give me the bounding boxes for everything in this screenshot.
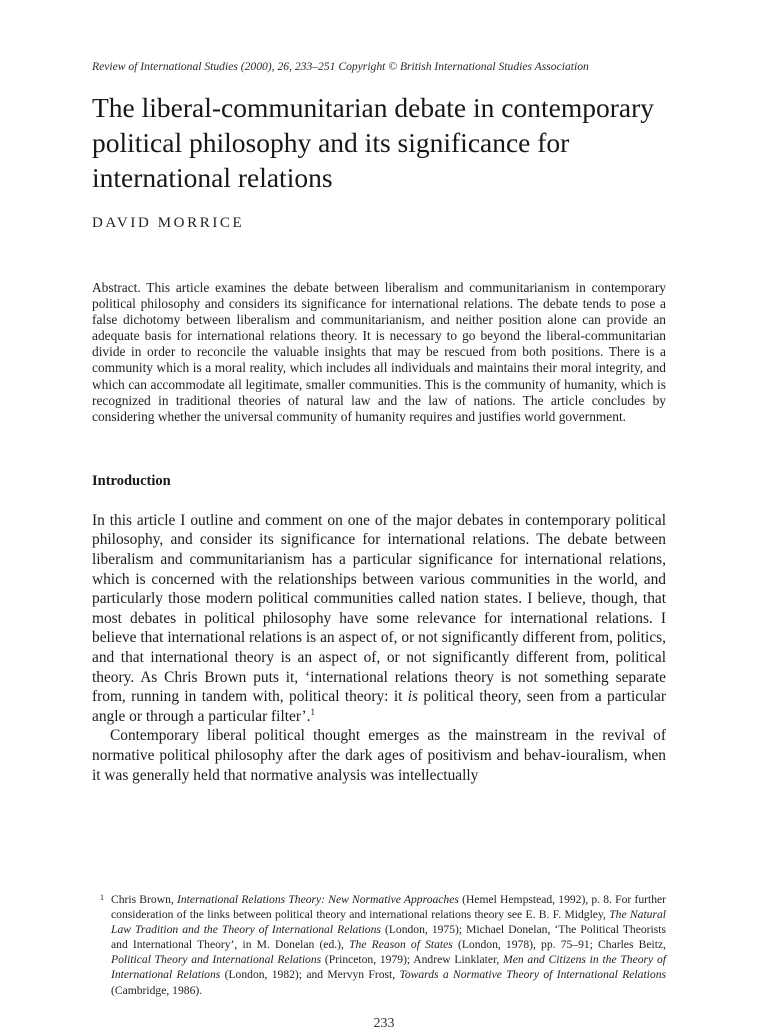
footnote-segment: Chris Brown,: [111, 893, 177, 906]
footnote-segment: (London, 1975); Michael Donelan, ‘The Political Theorists and International Theory’, in M. Donelan (ed.),: [111, 923, 666, 952]
paper-page: [92, 58, 666, 785]
article-abstract: Abstract. This article examines the debate between liberalism and communitarianism in contemporary political philosophy and considers its significance for international relations. The debate tends to pose a false dichotomy between liberalism and communitarianism, and neither position alone can provide an adequate basis for international relations theory. It is necessary to go beyond the liberal-communitarian divide in order to reconcile the valuable insights that may be rescued from both positions. There is a community which is a moral reality, which includes all individuals and maintains their moral integrity, and which can accommodate all legitimate, smaller communities. This is the community of humanity, which is recognized in traditional theories of natural law and the law of nations. The article concludes by considering whether the universal community of humanity requires and justifies world government.: [92, 280, 666, 424]
article-title: The liberal-communitarian debate in contemporary political philosophy and its significance for international relations: [92, 92, 654, 193]
footnote-book-title: International Relations Theory: New Normative Approaches: [176, 893, 459, 906]
introduction-body: [92, 511, 666, 785]
footnote-text: [111, 893, 666, 997]
footnote-book-title: Political Theory and International Relations: [111, 953, 322, 967]
footnote-book-title: Towards a Normative Theory of International Relations: [399, 968, 667, 982]
footnote-1: [92, 892, 666, 998]
footnote-segment: (Princeton, 1979); Andrew Linklater,: [321, 953, 504, 967]
paragraph-2: Contemporary liberal political thought emerges as the mainstream in the revival of normative political philosophy after the dark ages of positivism and behav-iouralism, when it was generally held that normative analysis was intellectually: [92, 727, 666, 784]
footnote-segment: (London, 1978), pp. 75–91; Charles Beitz,: [452, 938, 666, 952]
paragraph-1-emphasis: is: [407, 688, 419, 706]
footnote-segment: (London, 1982); and Mervyn Frost,: [220, 968, 400, 982]
footnote-number: 1: [100, 893, 104, 902]
section-heading-introduction: Introduction: [92, 472, 171, 489]
footnote-book-title: The Reason of States: [349, 938, 453, 952]
paragraph-1: [92, 511, 666, 727]
footnote-reference-1[interactable]: 1: [310, 706, 316, 717]
footnote-segment: (Cambridge, 1986).: [111, 983, 203, 997]
article-author: DAVID MORRICE: [92, 215, 245, 231]
footnote-book-title: Men and Citizens in the Theory of International Relations: [111, 953, 666, 982]
footnotes-section: [92, 892, 666, 998]
page-number: 233: [373, 1016, 395, 1031]
footnote-book-title: The Natural Law Tradition and the Theory of International Relations: [111, 908, 666, 937]
journal-header: Review of International Studies (2000), 26, 233–251 Copyright © British International Studies Association: [92, 60, 589, 73]
paragraph-1-text-b: political theory, seen from a particular angle or through a particular filter’.: [92, 688, 667, 725]
paragraph-1-text-a: In this article I outline and comment on one of the major debates in contemporary political philosophy, and consider its significance for international relations. The debate between liberalism and communitarianism has a particular significance for international relations, which is concerned with the relationships between various communities in the world, and particularly those modern political communities called nation states. I believe, though, that most debates in political philosophy have some relevance for international relations. I believe that international relations is an aspect of, or not significantly different from, politics, and that international theory is an aspect of, or not significantly different from, political theory. As Chris Brown puts it, ‘international relations theory is not something separate from, running in tandem with, political theory: it: [92, 511, 666, 706]
footnote-segment: (Hemel Hempstead, 1992), p. 8. For further consideration of the links between political theory and international relations theory see E. B. F. Midgley,: [111, 893, 666, 922]
